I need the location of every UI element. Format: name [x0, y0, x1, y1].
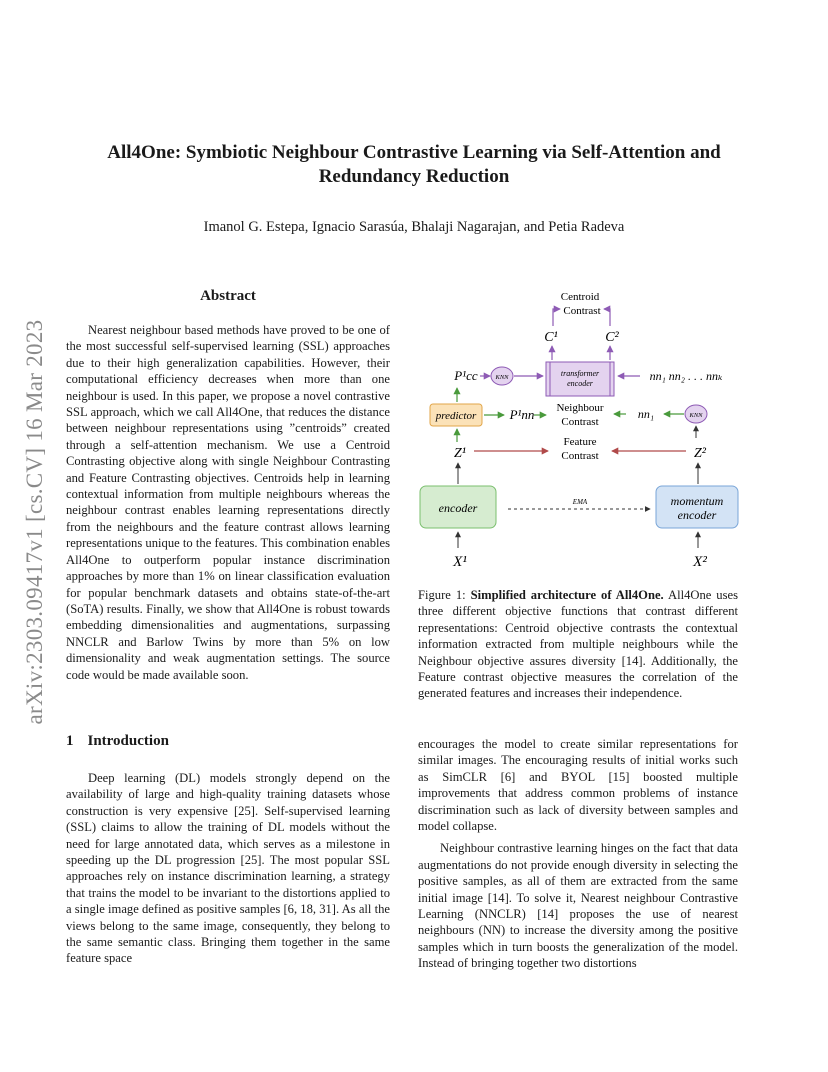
momentum-label-1: momentum: [670, 494, 724, 508]
caption-text: All4One uses three different objective functions that contrast different representations: Centroid objective contrasts the contextual information extracted from multiple neighbours while the Neighbour objective assures diversity [14]. Additionally, the Feature contrast objective measures the correlation of the generated features and increases their independence.: [418, 588, 738, 701]
encoder-label: encoder: [438, 501, 478, 515]
caption-prefix: Figure 1:: [418, 588, 471, 602]
feature-contrast-label-1: Feature: [563, 436, 597, 448]
predictor-label: predictor: [435, 410, 477, 422]
figure-caption: [418, 587, 738, 702]
centroid-contrast-label-2: Contrast: [563, 305, 601, 317]
z2-label: Z²: [694, 446, 706, 461]
feature-contrast-label-2: Contrast: [561, 450, 599, 462]
c1-label: C¹: [544, 330, 558, 345]
intro-right-column: [418, 736, 738, 972]
neighbour-contrast-label-1: Neighbour: [556, 402, 604, 414]
svg-text:KNN: KNN: [495, 374, 509, 381]
abstract-heading: Abstract: [200, 288, 256, 304]
centroid-arrow-left: [553, 309, 560, 326]
momentum-label-2: encoder: [677, 508, 717, 522]
x2-label: X²: [693, 554, 707, 570]
abstract-text: Nearest neighbour based methods have proved to be one of the most successful self-supervised learning (SSL) approaches due to their high generalization capabilities. However, their computational efficiency decreases when more than one neighbour is used. In this paper, we propose a novel contrastive SSL approach, which we call All4One, that reduces the distance between neighbour representations using ”centroids” created through a self-attention mechanism. We use a Centroid Contrasting objective along with single Neighbour Contrasting and Feature Contrasting objectives. Centroids help in learning contextual information from multiple neighbours whereas the neighbour contrast enables learning representations directly from the neighbours and the feature contrast allows learning representations unique to the features. This combination enables All4One to outperform popular instance discrimination approaches by more than 1% on linear classification evaluation for popular benchmark datasets and obtains state-of-the-art (SoTA) results. Finally, we show that All4One is robust towards embedding dimensionalities and augmentations, surpassing NNCLR and Barlow Twins by more than 5% on low dimensionality and weak augmentation settings. The source code would be made available soon.: [66, 323, 390, 682]
paper-authors: Imanol G. Estepa, Ignacio Sarasúa, Bhalaji Nagarajan, and Petia Radeva: [203, 219, 625, 235]
transformer-label-2: encoder: [567, 379, 593, 388]
c2-label: C²: [605, 330, 619, 345]
arxiv-sidebar: [18, 282, 52, 762]
paper-title: All4One: Symbiotic Neighbour Contrastive Learning via Self-Attention and Redundancy Reduction: [107, 142, 721, 187]
z1-label: Z¹: [454, 446, 466, 461]
neighbour-contrast-label-2: Contrast: [561, 416, 599, 428]
caption-bold: Simplified architecture of All4One.: [470, 588, 664, 602]
x1-label: X¹: [453, 554, 467, 570]
nn1-label: nn₁: [637, 407, 655, 421]
p-cc-label: P¹cc: [454, 368, 478, 383]
nn-list-label: nn₁ nn₂ . . . nnₖ: [649, 369, 723, 383]
architecture-diagram: [418, 282, 742, 580]
centroid-contrast-label-1: Centroid: [560, 291, 600, 303]
section-heading: [66, 733, 169, 750]
arxiv-identifier: arXiv:2303.09417v1 [cs.CV] 16 Mar 2023: [22, 319, 47, 725]
centroid-arrow-right: [604, 309, 610, 326]
section-title: Introduction: [87, 733, 169, 749]
svg-text:KNN: KNN: [689, 412, 703, 419]
intro-left-paragraph: Deep learning (DL) models strongly depend on the availability of large and high-quality training datasets whose construction is very expensive [25]. Self-supervised learning (SSL) claims to allow the training of DL models without the need for large annotated data, which serves as a milestone in speeding up the DL progression [25]. The most popular SSL approaches rely on instance discrimination learning, a strategy that trains the model to be invariant to the distortions applied to a single image defined as positive samples [6, 18, 31]. As all the views belong to the same image, consequently, they belong to the same semantic class. Bringing them together in the same feature space: [66, 771, 390, 966]
section-number: 1: [66, 733, 74, 749]
transformer-label-1: transformer: [560, 369, 600, 378]
intro-right-paragraph-2: Neighbour contrastive learning hinges on the fact that data augmentations do not provide enough diversity in selecting the positive samples, as all of them are extracted from the same initial image [14]. To solve it, Nearest neighbour Contrastive Learning (NNCLR) [14] proposes the use of nearest neighbours (NN) to increase the diversity among the positive samples which in turn boosts the generalization of the model. Instead of bringing together two distortions: [418, 841, 738, 971]
intro-right-paragraph-1: encourages the model to create similar representations for similar images. The encouraging results of initial works such as SimCLR [6] and BYOL [15] boosted multiple improvements that address common problems of instance discrimination such as lack of diversity between samples and model collapse.: [418, 737, 738, 834]
ema-label: EMA: [572, 498, 588, 506]
p-nn-label: P¹nn: [509, 407, 535, 422]
